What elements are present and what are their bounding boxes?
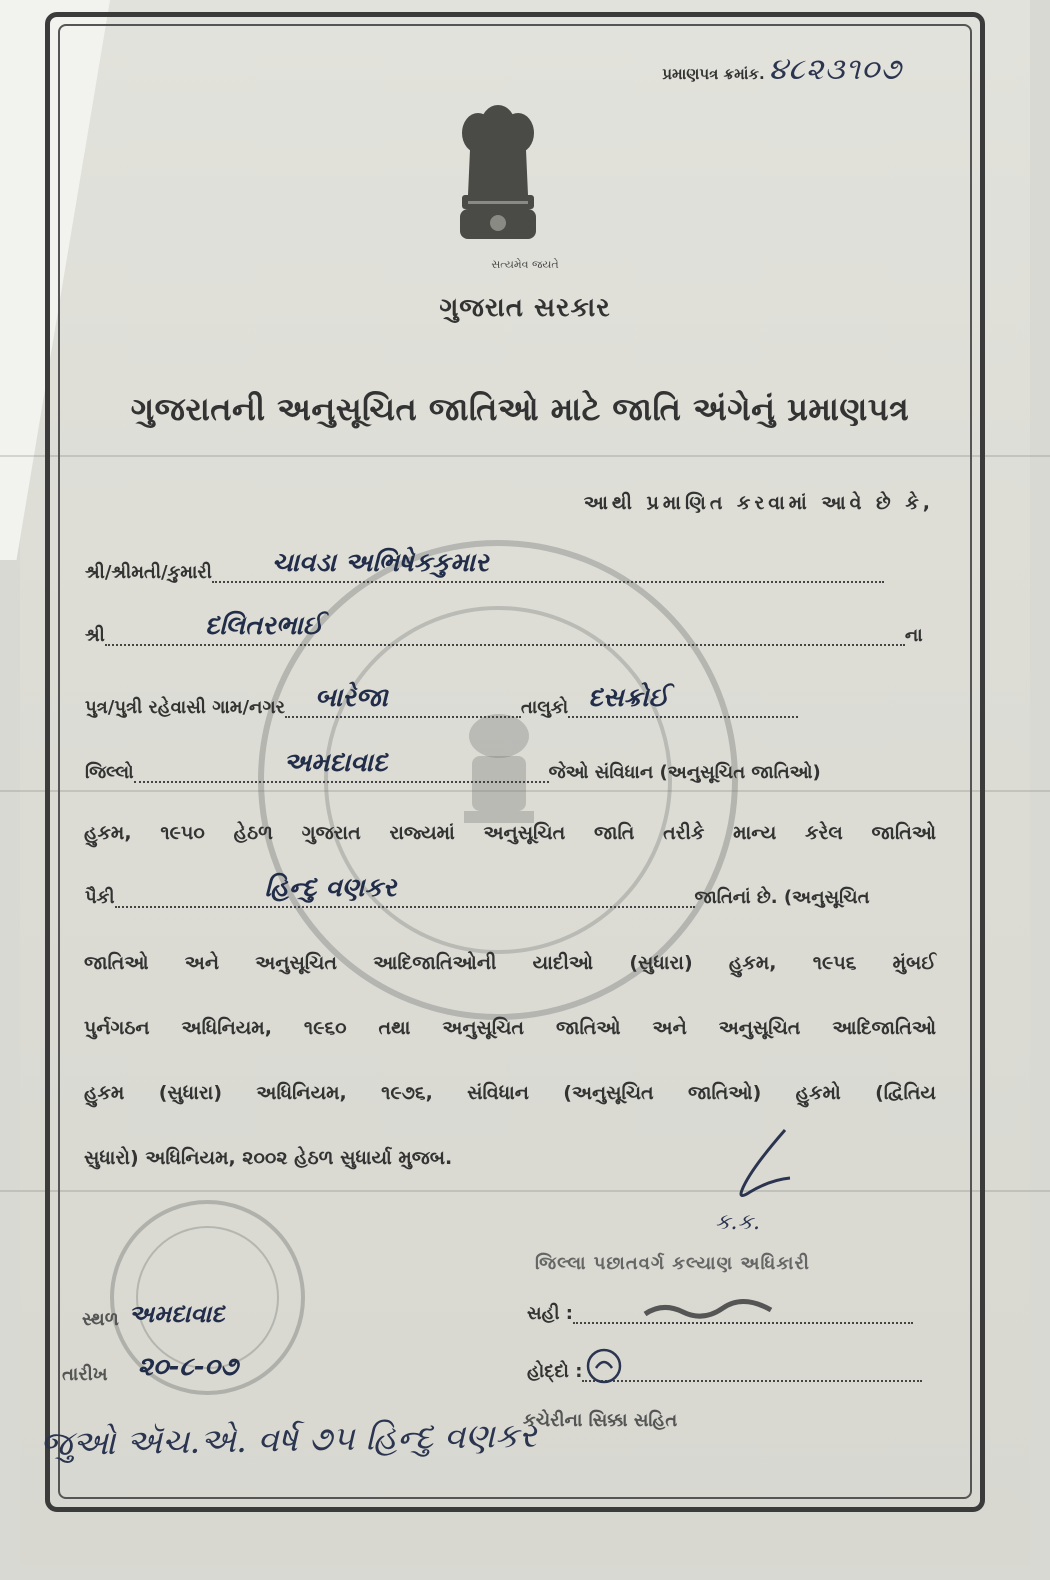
place-label: સ્થળ [82, 1309, 119, 1330]
district-label: જિલ્લો [85, 762, 134, 783]
taluka-value: દસક્રોઈ [588, 683, 669, 713]
caste-field [115, 873, 695, 908]
taluka-field [568, 683, 798, 718]
office-seal-label: કચેરીના સિક્કા સહિત [523, 1410, 678, 1431]
officer-initials: ક.ક. [715, 1210, 761, 1235]
designation-field [582, 1358, 922, 1382]
place-row [82, 1300, 399, 1330]
father-label: શ્રી [85, 625, 105, 646]
national-emblem-icon [448, 105, 548, 255]
village-label: પુત્ર/પુત્રી રહેવાસી ગામ/નગર [85, 697, 285, 718]
intro-line: આથી પ્રમાણિત કરવામાં આવે છે કે, [583, 492, 934, 514]
date-label: તારીખ [62, 1364, 108, 1385]
signature-scribble-icon [643, 1298, 773, 1320]
district-value: અમદાવાદ [283, 748, 388, 778]
district-row [85, 748, 821, 783]
certificate-number-value: ૪૮૨૩૧૦૭ [768, 52, 902, 87]
certificate-number-label: પ્રમાણપત્ર ક્રમાંક. [662, 65, 765, 83]
caste-suffix: જાતિનાં છે. (અનુસૂચિત [694, 887, 870, 908]
name-value: ચાવડા અભિષેકકુમાર [271, 548, 489, 578]
caste-value: હિન્દુ વણકર [264, 873, 397, 903]
village-row [85, 683, 798, 718]
date-value: ૨૦-૮-૦૭ [137, 1352, 239, 1382]
village-value: બારેજા [314, 683, 388, 713]
date-row [62, 1352, 308, 1385]
district-field [134, 748, 549, 783]
caste-row [85, 873, 870, 908]
officer-title: જિલ્લા પછાતવર્ગ કલ્યાણ અધિકારી [535, 1253, 810, 1274]
body-line-4: હુકમ (સુધારા) અધિનિયમ, ૧૯૭૬, સંવિધાન (અનુસૂચિત જાતિઓ) હુકમો (દ્વિતિય [84, 1082, 936, 1104]
name-label: શ્રી/શ્રીમતી/કુમારી [85, 562, 212, 583]
taluka-label: તાલુકો [520, 697, 569, 718]
place-value: અમદાવાદ [128, 1299, 225, 1328]
date-field [108, 1352, 308, 1385]
body-line-3: પુર્નગઠન અધિનિયમ, ૧૯૬૦ તથા અનુસૂચિત જાતિઓ અને અનુસૂચિત આદિજાતિઓ [84, 1017, 936, 1039]
father-suffix: ના [904, 625, 923, 646]
government-heading: ગુજરાત સરકાર [439, 293, 611, 323]
father-value: દલિતરભાઈ [204, 611, 323, 641]
designation-mark-icon [582, 1346, 627, 1386]
signature-label: સહી : [527, 1303, 573, 1324]
name-row [85, 548, 884, 583]
father-row [85, 611, 923, 646]
handwritten-bottom-note: જુઓ ઍચ.એ. વર્ષ ૭૫ હિન્દુ વણકર [39, 1415, 537, 1465]
certificate-title: ગુજરાતની અનુસૂચિત જાતિઓ માટે જાતિ અંગેનું પ્રમાણપત્ર [130, 390, 910, 428]
place-field [119, 1300, 399, 1330]
name-field [212, 548, 884, 583]
body-line-5: સુધારો) અધિનિયમ, ૨૦૦૨ હેઠળ સુધાર્યા મુજબ. [84, 1147, 453, 1169]
signature-field [573, 1300, 913, 1324]
emblem-motto: સત્યમેવ જયતે [491, 258, 559, 271]
signature-mark-icon [730, 1120, 820, 1260]
signature-row [527, 1300, 913, 1324]
designation-row [527, 1358, 922, 1382]
designation-label: હોદ્દો : [527, 1361, 583, 1382]
district-suffix: જેઓ સંવિધાન (અનુસૂચિત જાતિઓ) [548, 762, 821, 783]
father-field [105, 611, 905, 646]
body-line-2: જાતિઓ અને અનુસૂચિત આદિજાતિઓની યાદીઓ (સુધારા) હુકમ, ૧૯૫૬ મુંબઈ [84, 952, 936, 974]
among-label: પૈકી [85, 887, 115, 908]
certificate-number [662, 52, 902, 87]
village-field [285, 683, 521, 718]
body-line-1: હુકમ, ૧૯૫૦ હેઠળ ગુજરાત રાજ્યમાં અનુસૂચિત જાતિ તરીકે માન્ય કરેલ જાતિઓ [84, 822, 936, 844]
